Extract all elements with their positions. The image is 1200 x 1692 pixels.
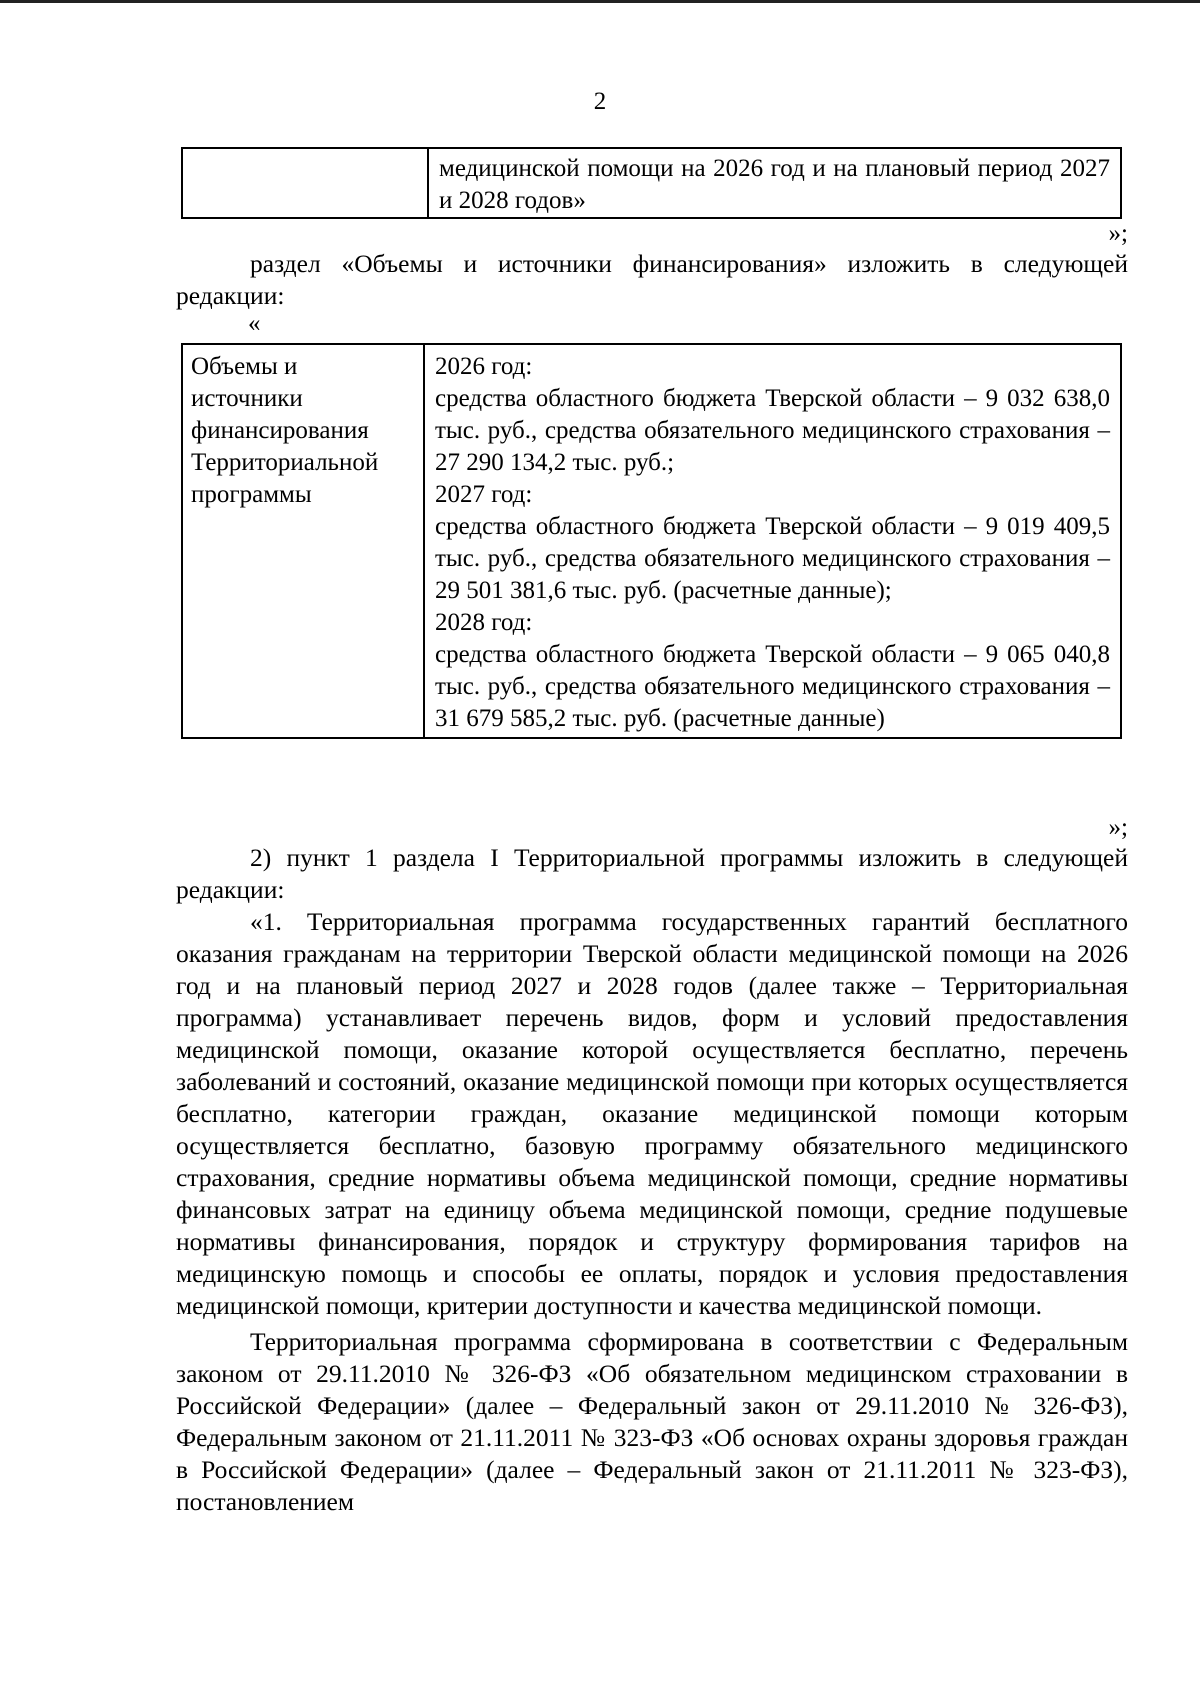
section-intro <box>176 248 1128 312</box>
funding-text-2026: средства областного бюджета Тверской области – 9 032 638,0 тыс. руб., средства обязательного медицинского страхования – 27 290 134,2 тыс. руб.; <box>435 385 1110 476</box>
funding-table-label-cell: Объемы и источники финансирования Территориальной программы <box>182 344 424 738</box>
continuation-table-left-cell <box>182 148 428 218</box>
funding-text-2027: средства областного бюджета Тверской области – 9 019 409,5 тыс. руб., средства обязательного медицинского страхования – 29 501 381,6 тыс. руб. (расчетные данные); <box>435 513 1110 604</box>
closing-quote-mark-2: »; <box>1108 814 1128 841</box>
funding-text-2028: средства областного бюджета Тверской области – 9 065 040,8 тыс. руб., средства обязательного медицинского страхования – 31 679 585,2 тыс. руб. (расчетные данные) <box>435 641 1110 732</box>
continuation-table <box>181 147 1122 219</box>
closing-quote-mark: »; <box>1108 220 1128 247</box>
paragraph-legal-basis: Территориальная программа сформирована в соответствии с Федеральным законом от 29.11.2010 № 326-ФЗ «Об обязательном медицинском страховании в Российской Федерации» (далее – Федеральный закон от 29.11.2010 № 326-ФЗ), Федеральным законом от 21.11.2011 № 323-ФЗ «Об основах охраны здоровья граждан в Российской Федерации» (далее – Федеральный закон от 21.11.2011 № 323-ФЗ), постановлением <box>176 1327 1128 1516</box>
section-intro-text: раздел «Объемы и источники финансирования» изложить в следующей редакции: <box>176 249 1128 310</box>
year-heading-2028: 2028 год: <box>435 609 533 636</box>
continuation-table-right-cell: медицинской помощи на 2026 год и на плановый период 2027 и 2028 годов» <box>428 148 1121 218</box>
year-heading-2026: 2026 год: <box>435 353 533 380</box>
page-number: 2 <box>593 88 607 115</box>
year-heading-2027: 2027 год: <box>435 481 533 508</box>
body-text <box>176 842 1128 1518</box>
funding-table <box>181 343 1122 739</box>
funding-table-values-cell <box>424 344 1121 738</box>
paragraph-item-2: 2) пункт 1 раздела I Территориальной программы изложить в следующей редакции: <box>176 843 1128 904</box>
scan-edge <box>0 0 1200 3</box>
paragraph-program-definition: «1. Территориальная программа государственных гарантий бесплатного оказания гражданам на территории Тверской области медицинской помощи на 2026 год и на плановый период 2027 и 2028 годов (далее также – Территориальная программа) устанавливает перечень видов, форм и условий предоставления медицинской помощи, оказание которой осуществляется бесплатно, перечень заболеваний и состояний, оказание медицинской помощи при которых осуществляется бесплатно, категории граждан, оказание медицинской помощи которым осуществляется бесплатно, базовую программу обязательного медицинского страхования, средние нормативы объема медицинской помощи, средние нормативы финансовых затрат на единицу объема медицинской помощи, средние подушевые нормативы финансирования, порядок и структуру формирования тарифов на медицинскую помощь и способы ее оплаты, порядок и условия предоставления медицинской помощи, критерии доступности и качества медицинской помощи. <box>176 907 1128 1320</box>
opening-quote-mark: « <box>248 310 261 337</box>
